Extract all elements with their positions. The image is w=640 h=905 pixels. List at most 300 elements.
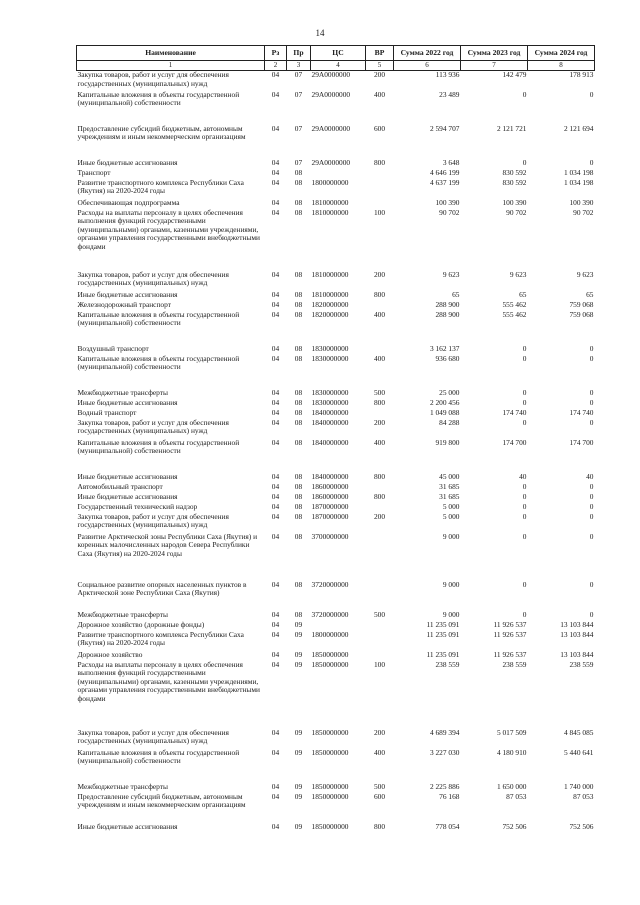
table-row: [77, 169, 595, 179]
table-row: [77, 179, 595, 199]
table-row: [77, 611, 595, 621]
table-row: [77, 651, 595, 661]
row-name: Автомобильный транспорт: [77, 481, 163, 491]
row-pr: 07: [294, 70, 303, 79]
row-vr: 100: [373, 659, 386, 669]
row-sum-2023: 11 926 537: [493, 649, 527, 659]
row-vr: [366, 651, 394, 661]
row-sum-2023: 752 506: [502, 821, 527, 831]
row-sum-2022: 288 900: [435, 309, 460, 319]
row-rz: 04: [271, 649, 280, 659]
row-sum-2024: 752 506: [569, 821, 594, 831]
column-number: 5: [366, 61, 394, 71]
table-row: [77, 271, 595, 291]
row-rz: 04: [271, 397, 280, 407]
table-row: [77, 793, 595, 823]
table-row: [77, 209, 595, 271]
column-number: 4: [311, 61, 366, 71]
row-pr: 08: [294, 579, 303, 589]
column-number: 3: [287, 61, 311, 71]
row-sum-2023: 0: [522, 387, 527, 397]
row-rz: 04: [271, 629, 280, 639]
row-cs: 1810000000: [311, 289, 349, 299]
row-rz: 04: [271, 70, 280, 79]
row-sum-2022: 4 637 199: [429, 177, 460, 187]
header-pr: Пр: [287, 46, 311, 61]
row-rz: 04: [271, 353, 280, 363]
row-pr: 09: [294, 821, 303, 831]
row-sum-2022: 3 648: [442, 157, 460, 167]
row-sum-2024: 13 103 844: [560, 649, 594, 659]
row-vr: 400: [373, 89, 386, 99]
table-row: [77, 159, 595, 169]
row-vr: 800: [373, 491, 386, 501]
row-pr: 08: [294, 197, 303, 207]
row-vr: 800: [373, 397, 386, 407]
row-name: Государственный технический надзор: [77, 501, 198, 511]
table-row: [77, 389, 595, 399]
row-vr: 200: [373, 417, 386, 427]
row-sum-2024: 1 034 198: [563, 177, 594, 187]
row-sum-2022: 3 227 030: [429, 747, 460, 757]
row-sum-2023: 11 926 537: [493, 629, 527, 639]
row-rz: 04: [271, 491, 280, 501]
row-rz: 04: [271, 511, 280, 521]
row-sum-2023: 142 479: [502, 70, 527, 79]
row-vr: [366, 621, 394, 631]
row-name: Иные бюджетные ассигнования: [77, 821, 178, 831]
row-sum-2022: 23 489: [439, 89, 460, 99]
table-body: [77, 71, 595, 833]
row-sum-2022: 11 235 091: [426, 619, 460, 629]
header-cs: ЦС: [311, 46, 366, 61]
row-rz: 04: [271, 619, 280, 629]
row-vr: 200: [373, 511, 386, 521]
row-sum-2022: 25 000: [439, 387, 460, 397]
header-row: [77, 46, 595, 61]
table-row: [77, 533, 595, 581]
row-cs: 1840000000: [311, 417, 349, 427]
row-sum-2023: 65: [519, 289, 527, 299]
row-sum-2024: 40: [586, 471, 594, 481]
row-pr: 08: [294, 407, 303, 417]
row-rz: 04: [271, 659, 280, 669]
row-rz: 04: [271, 781, 280, 791]
row-sum-2022: 2 225 886: [429, 781, 460, 791]
table-row: [77, 749, 595, 783]
row-name: Развитие Арктической зоны Республики Саха (Якутия) и коренных малочисленных народов Севера Республики Саха (Якутия) на 2020-2024 годы: [77, 531, 258, 558]
row-cs: 1860000000: [311, 481, 349, 491]
table-row: [77, 621, 595, 631]
row-sum-2024: 0: [589, 397, 594, 407]
row-cs: 1800000000: [311, 629, 349, 639]
row-cs: 1830000000: [311, 343, 349, 353]
row-rz: 04: [271, 177, 280, 187]
table-row: [77, 473, 595, 483]
row-vr: 200: [373, 269, 386, 279]
row-cs: 1840000000: [311, 471, 349, 481]
row-name: Межбюджетные трансферты: [77, 781, 168, 791]
row-rz: 04: [271, 123, 280, 133]
row-rz: 04: [271, 727, 280, 737]
row-name: Иные бюджетные ассигнования: [77, 397, 178, 407]
row-cs: 29А0000000: [311, 157, 351, 167]
column-number: 8: [528, 61, 595, 71]
row-pr: 08: [294, 387, 303, 397]
row-vr: 500: [373, 781, 386, 791]
row-pr: 08: [294, 353, 303, 363]
row-sum-2024: 0: [589, 353, 594, 363]
row-sum-2022: 9 623: [442, 269, 460, 279]
row-sum-2023: 555 462: [502, 299, 527, 309]
row-vr: 200: [373, 727, 386, 737]
row-name: Межбюджетные трансферты: [77, 609, 168, 619]
row-pr: 08: [294, 511, 303, 521]
row-rz: 04: [271, 343, 280, 353]
row-name: Транспорт: [77, 167, 111, 177]
table-row: [77, 419, 595, 439]
row-vr: 400: [373, 437, 386, 447]
header-vr: ВР: [366, 46, 394, 61]
row-sum-2023: 0: [522, 609, 527, 619]
row-vr: 400: [373, 309, 386, 319]
table-row: [77, 783, 595, 793]
row-rz: 04: [271, 747, 280, 757]
row-vr: 100: [373, 207, 386, 217]
row-sum-2024: 0: [589, 157, 594, 167]
row-vr: 200: [373, 70, 386, 79]
row-sum-2023: 90 702: [506, 207, 527, 217]
row-sum-2022: 11 235 091: [426, 629, 460, 639]
row-cs: 1850000000: [311, 791, 349, 801]
row-sum-2024: 0: [589, 531, 594, 541]
column-number-row: [77, 61, 595, 71]
row-sum-2022: 5 000: [442, 501, 460, 511]
row-name: Капитальные вложения в объекты государственной (муниципальной) собственности: [77, 89, 240, 107]
row-name: Дорожное хозяйство: [77, 649, 143, 659]
row-pr: 08: [294, 207, 303, 217]
row-sum-2024: 2 121 694: [563, 123, 594, 133]
row-vr: 800: [373, 157, 386, 167]
table-row: [77, 125, 595, 159]
row-cs: 1840000000: [311, 437, 349, 447]
row-cs: 1810000000: [311, 197, 349, 207]
row-pr: 08: [294, 309, 303, 319]
row-name: Социальное развитие опорных населенных пунктов в Арктической зоне Республики Саха (Якутия): [77, 579, 247, 597]
row-vr: [366, 581, 394, 611]
row-rz: 04: [271, 579, 280, 589]
row-rz: 04: [271, 531, 280, 541]
row-sum-2022: 31 685: [439, 491, 460, 501]
row-sum-2022: 919 800: [435, 437, 460, 447]
table-row: [77, 483, 595, 493]
row-sum-2023: 9 623: [509, 269, 527, 279]
table-row: [77, 823, 595, 833]
row-name: Воздушный транспорт: [77, 343, 149, 353]
row-cs: 3700000000: [311, 531, 349, 541]
header-name: Наименование: [77, 46, 265, 61]
row-rz: 04: [271, 407, 280, 417]
row-vr: 400: [373, 353, 386, 363]
row-name: Предоставление субсидий бюджетным, автономным учреждениям и иным некоммерческим организациям: [77, 123, 246, 141]
row-name: Капитальные вложения в объекты государственной (муниципальной) собственности: [77, 353, 240, 371]
row-sum-2023: 0: [522, 353, 527, 363]
row-sum-2023: 0: [522, 157, 527, 167]
budget-table: [76, 45, 595, 833]
row-cs: 1830000000: [311, 353, 349, 363]
row-rz: 04: [271, 89, 280, 99]
row-vr: [366, 631, 394, 651]
header-rz: Рз: [265, 46, 287, 61]
row-name: Иные бюджетные ассигнования: [77, 471, 178, 481]
row-vr: [366, 483, 394, 493]
row-sum-2024: 5 440 641: [563, 747, 594, 757]
table-row: [77, 91, 595, 125]
row-sum-2024: 0: [589, 501, 594, 511]
row-sum-2024: 174 700: [569, 437, 594, 447]
row-rz: 04: [271, 791, 280, 801]
row-pr: 09: [294, 747, 303, 757]
row-sum-2023: 2 121 721: [496, 123, 527, 133]
row-name: Иные бюджетные ассигнования: [77, 157, 178, 167]
row-cs: 29А0000000: [311, 70, 351, 79]
row-vr: [366, 503, 394, 513]
row-sum-2024: 0: [589, 579, 594, 589]
row-pr: 09: [294, 619, 303, 629]
table-row: [77, 581, 595, 611]
row-sum-2024: 238 559: [569, 659, 594, 669]
row-sum-2023: 830 592: [502, 167, 527, 177]
row-sum-2023: 5 017 509: [496, 727, 527, 737]
row-cs: 1820000000: [311, 309, 349, 319]
table-row: [77, 729, 595, 749]
row-sum-2023: 0: [522, 397, 527, 407]
row-sum-2023: 830 592: [502, 177, 527, 187]
row-pr: 08: [294, 417, 303, 427]
row-rz: 04: [271, 609, 280, 619]
row-name: Закупка товаров, работ и услуг для обеспечения государственных (муниципальных) нужд: [77, 727, 229, 745]
row-sum-2022: 1 049 088: [429, 407, 460, 417]
row-sum-2022: 238 559: [435, 659, 460, 669]
row-rz: 04: [271, 471, 280, 481]
row-sum-2024: 0: [589, 89, 594, 99]
row-rz: 04: [271, 481, 280, 491]
row-sum-2024: 174 740: [569, 407, 594, 417]
row-sum-2023: 0: [522, 481, 527, 491]
row-sum-2024: 759 068: [569, 299, 594, 309]
row-name: Закупка товаров, работ и услуг для обеспечения государственных (муниципальных) нужд: [77, 417, 229, 435]
row-sum-2023: 0: [522, 531, 527, 541]
row-sum-2023: 0: [522, 501, 527, 511]
row-name: Железнодорожный транспорт: [77, 299, 171, 309]
row-sum-2023: 0: [522, 579, 527, 589]
table-row: [77, 493, 595, 503]
row-sum-2022: 2 594 707: [429, 123, 460, 133]
row-sum-2023: 87 053: [506, 791, 527, 801]
row-sum-2022: 936 680: [435, 353, 460, 363]
row-sum-2023: 555 462: [502, 309, 527, 319]
row-pr: 08: [294, 501, 303, 511]
row-name: Иные бюджетные ассигнования: [77, 289, 178, 299]
table-row: [77, 199, 595, 209]
row-name: Предоставление субсидий бюджетным, автономным учреждениям и иным некоммерческим организациям: [77, 791, 246, 809]
row-cs: 1860000000: [311, 491, 349, 501]
row-sum-2024: 4 845 085: [563, 727, 594, 737]
row-vr: [366, 345, 394, 355]
row-sum-2023: 40: [519, 471, 527, 481]
column-number: 2: [265, 61, 287, 71]
row-sum-2024: 1 034 198: [563, 167, 594, 177]
row-pr: 09: [294, 659, 303, 669]
row-vr: 400: [373, 747, 386, 757]
row-vr: 600: [373, 791, 386, 801]
row-rz: 04: [271, 207, 280, 217]
row-cs: [311, 621, 366, 631]
row-name: Закупка товаров, работ и услуг для обеспечения государственных (муниципальных) нужд: [77, 269, 229, 287]
table-row: [77, 439, 595, 473]
table-row: [77, 291, 595, 301]
row-sum-2023: 1 650 000: [496, 781, 527, 791]
page-number: 14: [315, 28, 325, 38]
row-cs: 29А0000000: [311, 89, 351, 99]
row-cs: 1830000000: [311, 387, 349, 397]
row-sum-2024: 0: [589, 511, 594, 521]
row-pr: 08: [294, 531, 303, 541]
row-rz: 04: [271, 437, 280, 447]
row-vr: 800: [373, 821, 386, 831]
row-pr: 08: [294, 437, 303, 447]
row-cs: 1810000000: [311, 269, 349, 279]
row-cs: 1850000000: [311, 821, 349, 831]
row-sum-2023: 238 559: [502, 659, 527, 669]
row-pr: 09: [294, 629, 303, 639]
row-sum-2024: 0: [589, 387, 594, 397]
row-sum-2022: 90 702: [439, 207, 460, 217]
table-row: [77, 513, 595, 533]
row-sum-2024: 13 103 844: [560, 629, 594, 639]
row-rz: 04: [271, 289, 280, 299]
row-rz: 04: [271, 387, 280, 397]
row-sum-2022: 84 288: [439, 417, 460, 427]
row-sum-2022: 11 235 091: [426, 649, 460, 659]
row-sum-2023: 0: [522, 511, 527, 521]
table-row: [77, 503, 595, 513]
header-sum-2023: Сумма 2023 год: [461, 46, 528, 61]
row-sum-2022: 9 000: [442, 579, 460, 589]
row-pr: 09: [294, 791, 303, 801]
row-sum-2024: 0: [589, 491, 594, 501]
table-row: [77, 355, 595, 389]
row-sum-2023: 0: [522, 343, 527, 353]
row-rz: 04: [271, 299, 280, 309]
row-sum-2024: 0: [589, 609, 594, 619]
row-pr: 08: [294, 343, 303, 353]
row-sum-2024: 87 053: [573, 791, 594, 801]
row-pr: 08: [294, 471, 303, 481]
row-name: Закупка товаров, работ и услуг для обеспечения государственных (муниципальных) нужд: [77, 511, 229, 529]
row-rz: 04: [271, 269, 280, 279]
row-name: Закупка товаров, работ и услуг для обеспечения государственных (муниципальных) нужд: [77, 70, 229, 88]
row-cs: 1850000000: [311, 781, 349, 791]
row-sum-2022: 4 646 199: [429, 167, 460, 177]
row-sum-2024: 1 740 000: [563, 781, 594, 791]
row-sum-2022: 2 200 456: [429, 397, 460, 407]
row-rz: 04: [271, 157, 280, 167]
row-pr: 07: [294, 123, 303, 133]
row-pr: 08: [294, 177, 303, 187]
row-sum-2023: 174 700: [502, 437, 527, 447]
row-sum-2024: 100 390: [569, 197, 594, 207]
row-sum-2023: 0: [522, 89, 527, 99]
row-name: Капитальные вложения в объекты государственной (муниципальной) собственности: [77, 309, 240, 327]
row-vr: [366, 179, 394, 199]
row-name: Иные бюджетные ассигнования: [77, 491, 178, 501]
row-vr: [366, 409, 394, 419]
header-sum-2024: Сумма 2024 год: [528, 46, 595, 61]
row-sum-2023: 11 926 537: [493, 619, 527, 629]
header-sum-2022: Сумма 2022 год: [394, 46, 461, 61]
row-vr: [366, 301, 394, 311]
row-name: Капитальные вложения в объекты государственной (муниципальной) собственности: [77, 747, 240, 765]
row-vr: [366, 533, 394, 581]
column-number: 6: [394, 61, 461, 71]
row-name: Расходы на выплаты персоналу в целях обеспечения выполнения функций государственными (муниципальными) органами, казенными учреждениями, органами управления государственными внебюджетными фондами: [77, 659, 260, 703]
row-name: Развитие транспортного комплекса Республики Саха (Якутия) на 2020-2024 годы: [77, 629, 244, 647]
row-sum-2023: 0: [522, 491, 527, 501]
column-number: 7: [461, 61, 528, 71]
row-rz: 04: [271, 197, 280, 207]
row-sum-2024: 759 068: [569, 309, 594, 319]
row-rz: 04: [271, 501, 280, 511]
row-pr: 09: [294, 781, 303, 791]
row-name: Развитие транспортного комплекса Республики Саха (Якутия) на 2020-2024 годы: [77, 177, 244, 195]
row-sum-2022: 3 162 137: [429, 343, 460, 353]
row-pr: 08: [294, 397, 303, 407]
row-sum-2022: 45 000: [439, 471, 460, 481]
table-row: [77, 71, 595, 91]
table-row: [77, 399, 595, 409]
row-sum-2022: 5 000: [442, 511, 460, 521]
row-sum-2023: 174 740: [502, 407, 527, 417]
row-sum-2022: 4 689 394: [429, 727, 460, 737]
row-sum-2022: 9 000: [442, 609, 460, 619]
row-rz: 04: [271, 417, 280, 427]
row-vr: 500: [373, 387, 386, 397]
row-sum-2024: 90 702: [573, 207, 594, 217]
row-sum-2023: 0: [522, 417, 527, 427]
row-sum-2024: 178 913: [569, 70, 594, 79]
row-sum-2023: 100 390: [502, 197, 527, 207]
table-row: [77, 661, 595, 729]
row-vr: [366, 169, 394, 179]
row-sum-2022: 9 000: [442, 531, 460, 541]
row-sum-2024: 0: [589, 417, 594, 427]
row-pr: 08: [294, 269, 303, 279]
table-row: [77, 311, 595, 345]
row-pr: 07: [294, 89, 303, 99]
row-sum-2024: 13 103 844: [560, 619, 594, 629]
row-vr: 800: [373, 471, 386, 481]
row-rz: 04: [271, 821, 280, 831]
row-cs: 3720000000: [311, 579, 349, 589]
row-sum-2022: 288 900: [435, 299, 460, 309]
row-cs: 3720000000: [311, 609, 349, 619]
row-cs: 1840000000: [311, 407, 349, 417]
row-pr: 07: [294, 157, 303, 167]
row-cs: 1830000000: [311, 397, 349, 407]
row-cs: 1850000000: [311, 747, 349, 757]
row-sum-2024: 0: [589, 481, 594, 491]
